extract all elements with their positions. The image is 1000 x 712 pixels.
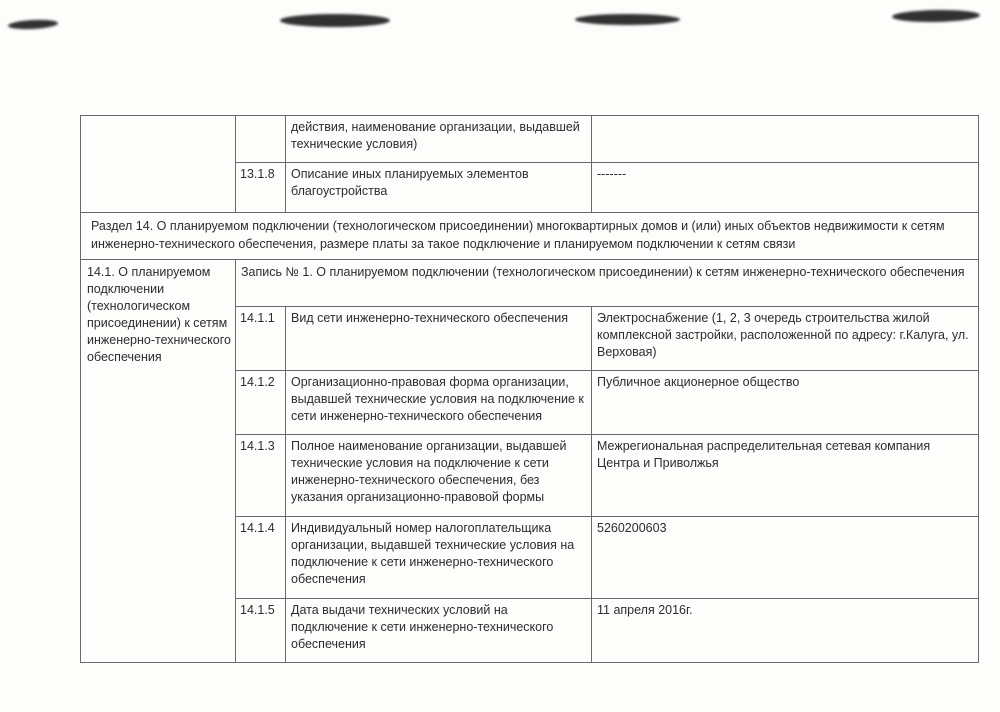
row-value — [592, 116, 979, 163]
row-label: Дата выдачи технических условий на подключение к сети инженерно-технического обеспечения — [286, 599, 592, 663]
section-header-row — [81, 213, 979, 260]
scan-mark — [8, 19, 58, 31]
row-number: 13.1.8 — [236, 163, 286, 213]
record-header-row — [81, 260, 979, 307]
row-value: 11 апреля 2016г. — [592, 599, 979, 663]
row-number — [236, 116, 286, 163]
row-value: Электроснабжение (1, 2, 3 очередь строительства жилой комплексной застройки, расположенной по адресу: г.Калуга, ул. Верховая) — [592, 307, 979, 371]
row-label: действия, наименование организации, выдавшей технические условия) — [286, 116, 592, 163]
row-number: 14.1.1 — [236, 307, 286, 371]
declaration-table — [80, 115, 979, 663]
row-value: Публичное акционерное общество — [592, 371, 979, 435]
record-title: Запись № 1. О планируемом подключении (технологическом присоединении) к сетям инженерно-технического обеспечения — [236, 260, 979, 307]
section-title: Раздел 14. О планируемом подключении (технологическом присоединении) многоквартирных домов и (или) иных объектов недвижимости к сетям инженерно-технического обеспечения, размере платы за такое подключение и планируемом подключении к сетям связи — [81, 213, 979, 260]
empty-side-cell — [81, 116, 236, 213]
scan-mark — [892, 9, 980, 23]
row-value: 5260200603 — [592, 517, 979, 599]
row-number: 14.1.4 — [236, 517, 286, 599]
row-value: ------- — [592, 163, 979, 213]
row-label: Вид сети инженерно-технического обеспечения — [286, 307, 592, 371]
row-number: 14.1.5 — [236, 599, 286, 663]
table-row — [81, 116, 979, 163]
scan-mark — [280, 14, 390, 27]
subsection-label: 14.1. О планируемом подключении (технологическом присоединении) к сетям инженерно-технического обеспечения — [81, 260, 236, 663]
row-label: Полное наименование организации, выдавшей технические условия на подключение к сети инженерно-технического обеспечения, без указания организационно-правовой формы — [286, 435, 592, 517]
row-value: Межрегиональная распределительная сетевая компания Центра и Приволжья — [592, 435, 979, 517]
row-label: Индивидуальный номер налогоплательщика организации, выдавшей технические условия на подключение к сети инженерно-технического обеспечения — [286, 517, 592, 599]
row-label: Описание иных планируемых элементов благоустройства — [286, 163, 592, 213]
scan-mark — [575, 14, 680, 25]
document-sheet — [80, 115, 978, 663]
row-number: 14.1.2 — [236, 371, 286, 435]
row-number: 14.1.3 — [236, 435, 286, 517]
row-label: Организационно-правовая форма организации, выдавшей технические условия на подключение к сети инженерно-технического обеспечения — [286, 371, 592, 435]
